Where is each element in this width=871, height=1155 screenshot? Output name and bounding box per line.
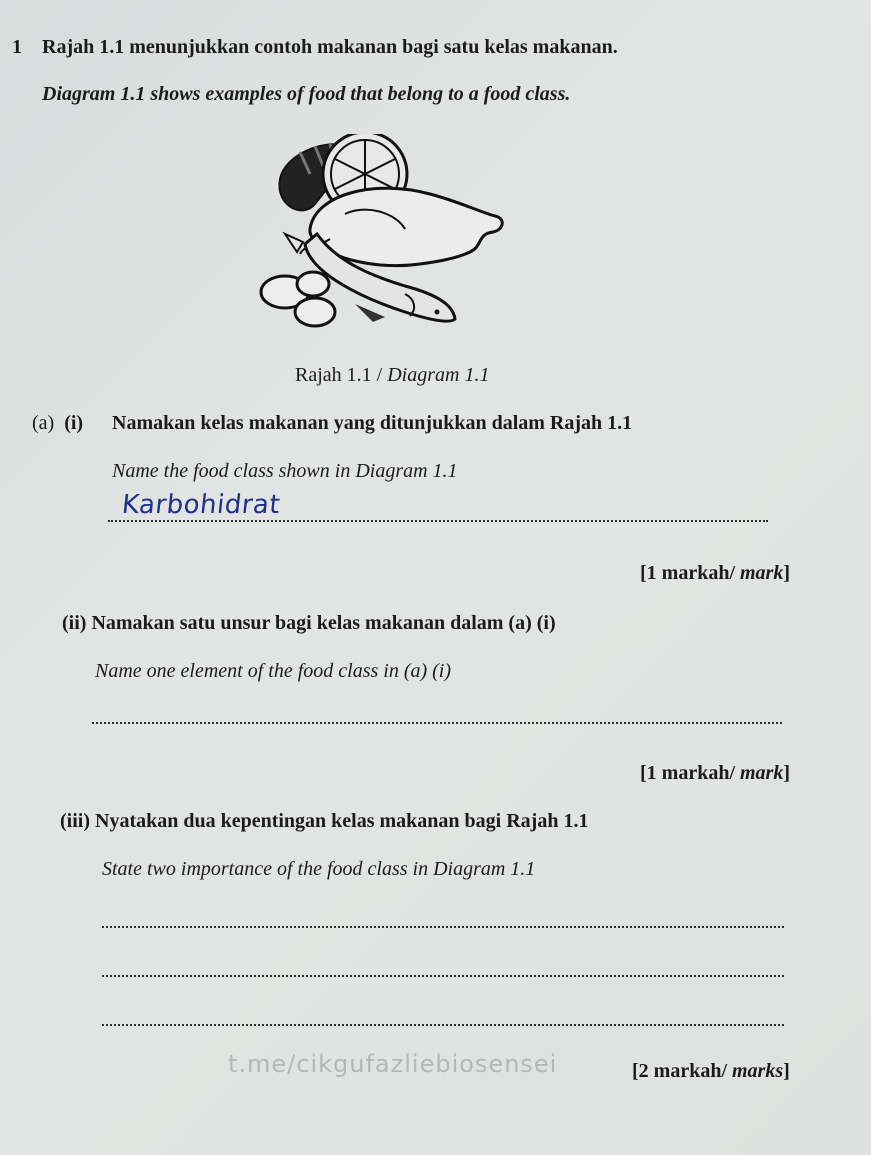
food-diagram <box>255 134 515 344</box>
marks-a-iii <box>632 1060 790 1083</box>
eggs-illustration <box>261 272 335 326</box>
question-a-ii-text-ms: Namakan satu unsur bagi kelas makanan dalam (a) (i) <box>91 612 556 634</box>
diagram-caption <box>295 364 489 387</box>
question-a-iii-text-en: State two importance of the food class in Diagram 1.1 <box>102 858 536 880</box>
part-a-i-label: (i) <box>64 412 84 434</box>
answer-line-a-i[interactable] <box>108 520 768 522</box>
marks-a-i <box>640 562 790 585</box>
part-a-iii-label: (iii) <box>60 810 90 832</box>
intro-text-ms: Rajah 1.1 menunjukkan contoh makanan bagi satu kelas makanan. <box>42 36 618 58</box>
marks-a-i-ms: [1 markah/ <box>640 562 740 584</box>
watermark-text: t.me/cikgufazliebiosensei <box>228 1050 558 1078</box>
question-a-i-text-en: Name the food class shown in Diagram 1.1 <box>112 460 458 482</box>
answer-line-a-iii-1[interactable] <box>102 926 784 928</box>
part-a-letter: (a) <box>32 412 55 434</box>
question-a-ii <box>62 612 556 635</box>
diagram-caption-en: Diagram 1.1 <box>387 364 490 386</box>
marks-a-ii-ms: [1 markah/ <box>640 762 740 784</box>
marks-a-ii <box>640 762 790 785</box>
marks-a-i-close: ] <box>783 562 791 584</box>
question-a-ii-text-en: Name one element of the food class in (a) (i) <box>95 660 452 682</box>
marks-a-i-en: mark <box>740 562 784 584</box>
question-a-iii <box>60 810 588 833</box>
answer-line-a-iii-3[interactable] <box>102 1024 784 1026</box>
part-a-label <box>32 412 83 435</box>
intro-text-en: Diagram 1.1 shows examples of food that belong to a food class. <box>42 83 571 105</box>
marks-a-ii-close: ] <box>783 762 791 784</box>
marks-a-iii-ms: [2 markah/ <box>632 1060 732 1082</box>
answer-line-a-iii-2[interactable] <box>102 975 784 977</box>
part-a-ii-label: (ii) <box>62 612 87 634</box>
question-a-i-text-ms: Namakan kelas makanan yang ditunjukkan dalam Rajah 1.1 <box>112 412 633 434</box>
marks-a-ii-en: mark <box>740 762 784 784</box>
marks-a-iii-en: marks <box>732 1060 784 1082</box>
answer-line-a-ii[interactable] <box>92 722 782 724</box>
question-number: 1 <box>12 36 22 58</box>
question-a-iii-text-ms: Nyatakan dua kepentingan kelas makanan bagi Rajah 1.1 <box>95 810 589 832</box>
handwritten-answer-a-i: Karbohidrat <box>120 490 282 520</box>
marks-a-iii-close: ] <box>783 1060 790 1082</box>
diagram-caption-ms: Rajah 1.1 / <box>295 364 388 386</box>
